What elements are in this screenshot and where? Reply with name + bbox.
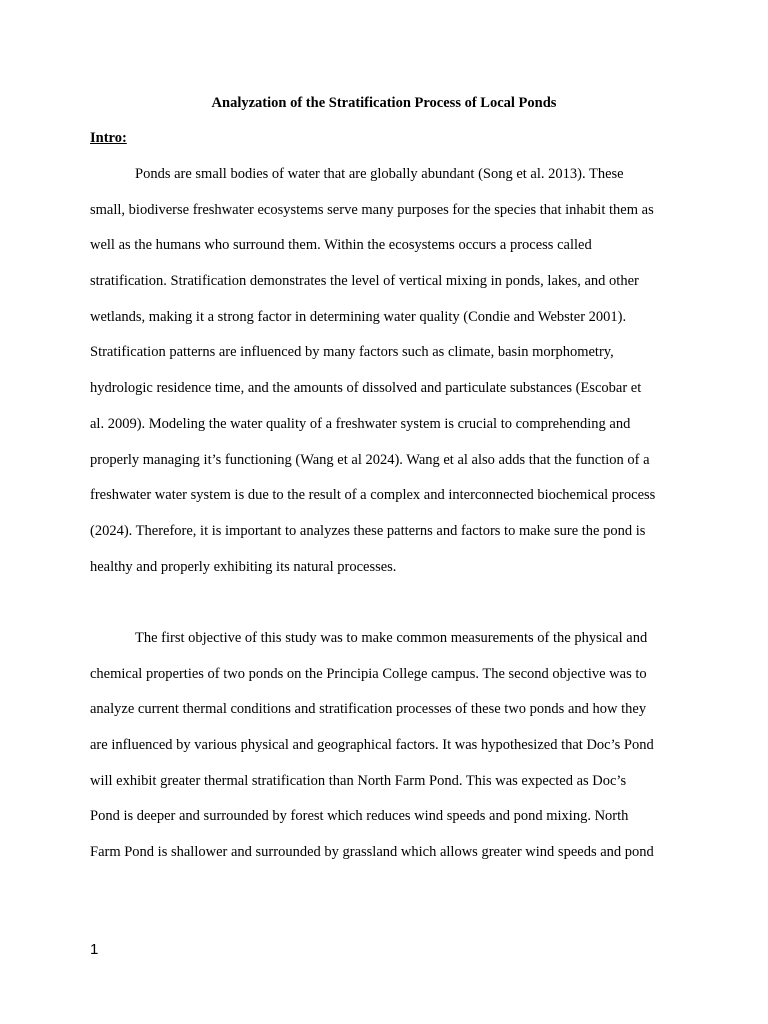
paragraph-line: stratification. Stratification demonstrates the level of vertical mixing in ponds, lakes, and other <box>90 273 639 290</box>
page-number: 1 <box>90 941 99 958</box>
paragraph-line: Ponds are small bodies of water that are globally abundant (Song et al. 2013). These <box>135 166 624 182</box>
paragraph-line: Stratification patterns are influenced by many factors such as climate, basin morphometry, <box>90 344 614 361</box>
paragraph-line: al. 2009). Modeling the water quality of a freshwater system is crucial to comprehending and <box>90 415 631 432</box>
paragraph-line: hydrologic residence time, and the amounts of dissolved and particulate substances (Escobar et <box>90 380 642 397</box>
paragraph-line: will exhibit greater thermal stratification than North Farm Pond. This was expected as Doc’s <box>90 772 627 789</box>
document-title: Analyzation of the Stratification Process of Local Ponds <box>211 95 557 111</box>
paragraph <box>90 164 690 592</box>
paragraph-line: properly managing it’s functioning (Wang et al 2024). Wang et al also adds that the function of a <box>90 451 650 468</box>
paragraph-line: small, biodiverse freshwater ecosystems serve many purposes for the species that inhabit them as <box>90 201 654 218</box>
paragraph-line: Pond is deeper and surrounded by forest which reduces wind speeds and pond mixing. North <box>90 808 629 825</box>
paragraph-line: analyze current thermal conditions and stratification processes of these two ponds and how they <box>90 701 647 718</box>
paragraph <box>90 628 690 878</box>
paragraph-line: wetlands, making it a strong factor in determining water quality (Condie and Webster 2001). <box>90 308 627 325</box>
paragraph-line: Farm Pond is shallower and surrounded by grassland which allows greater wind speeds and pond <box>90 844 654 861</box>
section-heading: Intro: <box>90 130 127 146</box>
paragraph-line: (2024). Therefore, it is important to analyzes these patterns and factors to make sure the pond is <box>90 522 646 539</box>
paragraph-line: freshwater water system is due to the result of a complex and interconnected biochemical process <box>90 487 656 504</box>
paragraph-line: well as the humans who surround them. Within the ecosystems occurs a process called <box>90 237 592 254</box>
paragraph-line: The first objective of this study was to make common measurements of the physical and <box>135 630 648 646</box>
paragraph-line: are influenced by various physical and geographical factors. It was hypothesized that Doc’s Pond <box>90 737 654 754</box>
paragraph-line: chemical properties of two ponds on the Principia College campus. The second objective was to <box>90 665 647 682</box>
paragraph-line: healthy and properly exhibiting its natural processes. <box>90 558 397 575</box>
